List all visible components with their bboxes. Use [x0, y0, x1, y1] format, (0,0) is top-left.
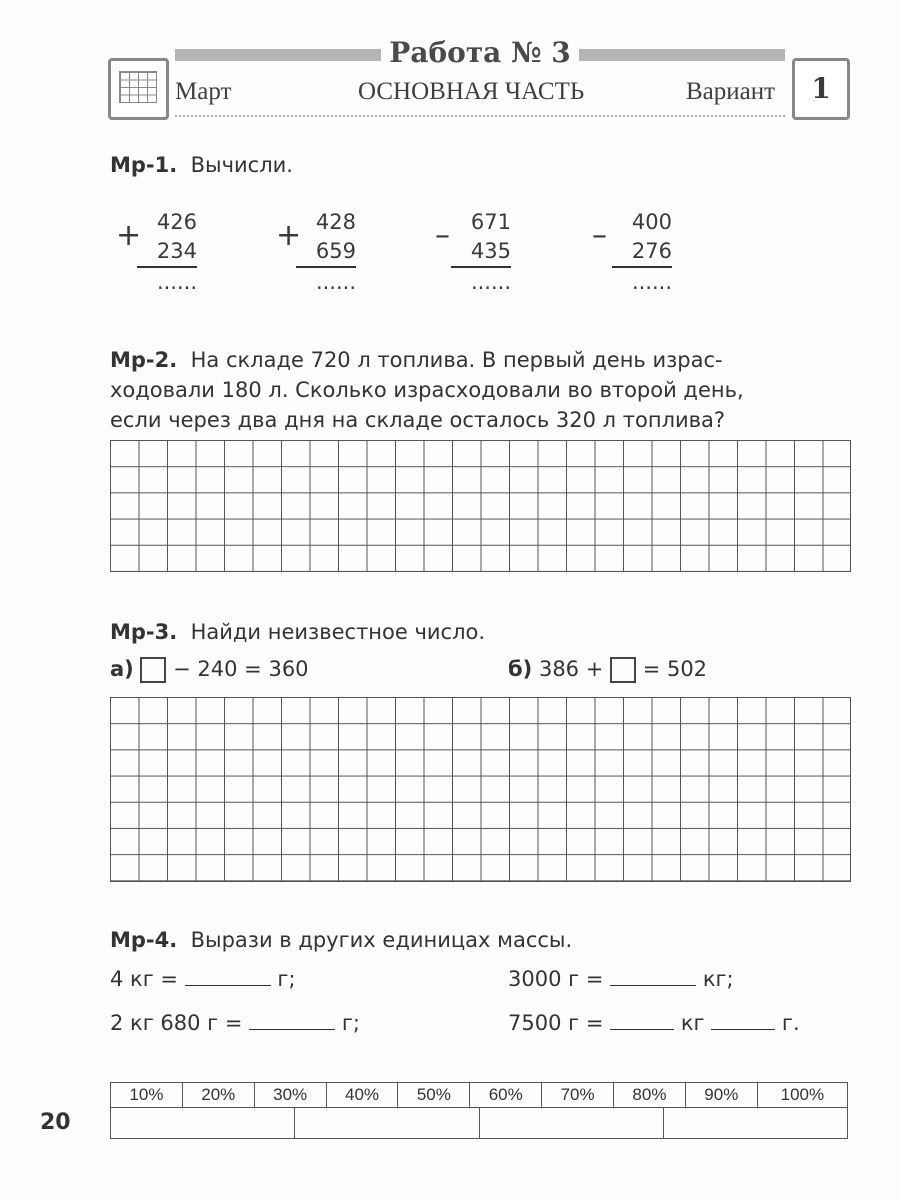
score-cell: 20%: [182, 1083, 254, 1108]
score-cell: 50%: [398, 1083, 470, 1108]
page-title: Работа № 3: [0, 36, 900, 69]
conversion-4: 7500 г = кг г.: [508, 1011, 800, 1035]
task-mr3: Мр-3. Найди неизвестное число.: [110, 620, 486, 644]
equation-a: а) − 240 = 360: [110, 657, 309, 681]
conversion-3: 2 кг 680 г = г;: [110, 1011, 360, 1035]
score-input-cell[interactable]: [480, 1108, 664, 1138]
score-input-cell[interactable]: [664, 1108, 847, 1138]
answer-grid[interactable]: [110, 440, 851, 572]
answer-blank[interactable]: [249, 1011, 335, 1030]
section-title: ОСНОВНАЯ ЧАСТЬ: [358, 78, 585, 105]
conversion-2: 3000 г = кг;: [508, 967, 734, 991]
column-problem: 671 435 ......: [451, 208, 511, 297]
operator: –: [435, 218, 450, 253]
unknown-box[interactable]: [140, 657, 166, 683]
answer-grid[interactable]: [110, 697, 851, 882]
answer-blank[interactable]: [610, 967, 696, 986]
column-problem: 400 276 ......: [612, 208, 672, 297]
task-mr1: Мр-1. Вычисли.: [110, 153, 293, 177]
answer-blank[interactable]: [610, 1011, 674, 1030]
answer-blank[interactable]: [185, 967, 271, 986]
score-cell: 30%: [254, 1083, 326, 1108]
column-problem: 426 234 ......: [137, 208, 197, 297]
operator: +: [276, 218, 302, 253]
conversion-1: 4 кг = г;: [110, 967, 296, 991]
score-cell: 60%: [470, 1083, 542, 1108]
column-problem: 428 659 ......: [296, 208, 356, 297]
variant-number: 1: [792, 58, 850, 120]
variant-label: Вариант: [686, 78, 776, 105]
score-input-cell[interactable]: [111, 1108, 295, 1138]
score-input-cell[interactable]: [295, 1108, 479, 1138]
score-cell: 80%: [614, 1083, 686, 1108]
score-cell: 40%: [326, 1083, 398, 1108]
operator: +: [116, 218, 142, 253]
task-mr4: Мр-4. Вырази в других единицах массы.: [110, 928, 573, 952]
page-number: 20: [40, 1110, 71, 1135]
task-mr2: Мр-2. На складе 720 л топлива. В первый день израс- ходовали 180 л. Сколько израсходовали во второй день, если через два дня на складе осталось 320 л топлива?: [110, 348, 744, 432]
answer-blank[interactable]: [711, 1011, 775, 1030]
equation-b: б) 386 + = 502: [508, 657, 708, 681]
unknown-box[interactable]: [610, 657, 636, 683]
operator: –: [592, 218, 607, 253]
score-cell: 90%: [685, 1083, 757, 1108]
score-cell: 10%: [111, 1083, 183, 1108]
divider: [175, 115, 785, 117]
score-table: [110, 1082, 848, 1139]
score-cell: 70%: [542, 1083, 614, 1108]
score-cell: 100%: [757, 1083, 847, 1108]
month: Март: [175, 78, 232, 105]
